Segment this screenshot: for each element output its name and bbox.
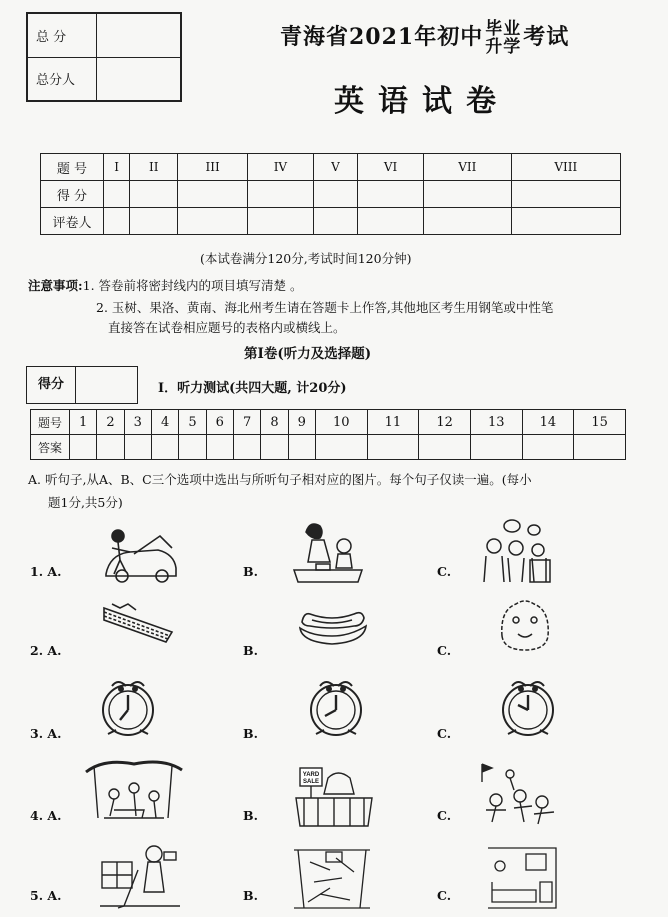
section-score-label: 得分 bbox=[27, 367, 76, 403]
q4-option-b-label: B. bbox=[243, 808, 258, 823]
question-number-cell: 2 bbox=[97, 410, 124, 435]
question-number-cell: 10 bbox=[315, 410, 367, 435]
answer-cell[interactable] bbox=[206, 435, 233, 460]
scorer-cell[interactable] bbox=[511, 208, 620, 235]
answer-cell[interactable] bbox=[315, 435, 367, 460]
answer-cell[interactable] bbox=[233, 435, 260, 460]
people-celebrating-with-lanterns-image[interactable] bbox=[476, 516, 554, 588]
grade-header-cell: 题 号 bbox=[41, 154, 104, 181]
score-row-label: 得 分 bbox=[41, 181, 104, 208]
grade-header-cell: VII bbox=[424, 154, 512, 181]
yard-sale-image[interactable] bbox=[294, 758, 374, 830]
score-cell[interactable] bbox=[358, 181, 424, 208]
answer-row-label: 答案 bbox=[31, 435, 70, 460]
score-cell[interactable] bbox=[313, 181, 357, 208]
yard-sale-sign-text: YARD SALE bbox=[302, 772, 320, 785]
answer-header-label: 题号 bbox=[31, 410, 70, 435]
notes-line1 bbox=[28, 276, 303, 294]
notes-label: 注意事项: bbox=[28, 278, 83, 293]
notes-item1: 1. 答卷前将密封线内的项目填写清楚 。 bbox=[82, 278, 303, 293]
answer-cell[interactable] bbox=[97, 435, 124, 460]
q3-option-b-label: B. bbox=[243, 726, 258, 741]
scorer-label: 总分人 bbox=[27, 57, 97, 101]
mother-and-boy-at-table-image[interactable] bbox=[290, 518, 366, 588]
instruction-line2: 题1分,共5分) bbox=[48, 495, 123, 510]
instruction-line1: A. 听句子,从A、B、C三个选项中选出与所听句子相对应的图片。每个句子仅读一遍。(每小 bbox=[28, 472, 532, 487]
grade-header-cell: IV bbox=[247, 154, 313, 181]
scorer-cell[interactable] bbox=[313, 208, 357, 235]
q1-option-b-label: B. bbox=[243, 564, 258, 579]
title-stack-top: 毕业 bbox=[485, 19, 522, 39]
q2-option-b-label: B. bbox=[243, 643, 258, 658]
q2-option-a-label: 2. A. bbox=[30, 643, 62, 658]
answer-number-row bbox=[31, 410, 626, 435]
score-cell[interactable] bbox=[130, 181, 178, 208]
score-cell[interactable] bbox=[104, 181, 130, 208]
clock-at-7-image[interactable] bbox=[98, 676, 158, 738]
answer-cell[interactable] bbox=[179, 435, 206, 460]
section-score-field[interactable] bbox=[76, 367, 136, 403]
clock-at-8-image[interactable] bbox=[306, 676, 366, 738]
answer-cell[interactable] bbox=[522, 435, 574, 460]
question-number-cell: 6 bbox=[206, 410, 233, 435]
sandwich-image[interactable] bbox=[100, 598, 176, 650]
question-number-cell: 1 bbox=[70, 410, 97, 435]
scorer-cell[interactable] bbox=[130, 208, 178, 235]
question-number-cell: 11 bbox=[367, 410, 419, 435]
part-title: 第Ⅰ卷(听力及选择题) bbox=[244, 346, 372, 362]
question-number-cell: 8 bbox=[261, 410, 288, 435]
notes-item2-line1: 2. 玉树、果洛、黄南、海北州考生请在答题卡上作答,其他地区考生用钢笔或中性笔 bbox=[96, 300, 554, 315]
grade-score-row bbox=[41, 181, 621, 208]
title-prefix: 青海省2021年初中 bbox=[280, 24, 484, 50]
q5-option-c-label: C. bbox=[437, 888, 452, 903]
question-number-cell: 13 bbox=[470, 410, 522, 435]
answer-table bbox=[30, 409, 626, 460]
exam-title bbox=[280, 20, 569, 56]
q3-option-a-label: 3. A. bbox=[30, 726, 62, 741]
answer-cell[interactable] bbox=[419, 435, 471, 460]
q5-option-a-label: 5. A. bbox=[30, 888, 62, 903]
answer-row bbox=[31, 435, 626, 460]
scorer-cell[interactable] bbox=[104, 208, 130, 235]
scorer-cell[interactable] bbox=[358, 208, 424, 235]
question-number-cell: 14 bbox=[522, 410, 574, 435]
scorer-cell[interactable] bbox=[178, 208, 248, 235]
question-number-cell: 9 bbox=[288, 410, 315, 435]
q4-option-c-label: C. bbox=[437, 808, 452, 823]
scorer-field[interactable] bbox=[97, 57, 182, 101]
kids-playing-golf-image[interactable] bbox=[474, 760, 560, 828]
exam-info: (本试卷满分120分,考试时间120分钟) bbox=[200, 251, 412, 266]
title-suffix: 考试 bbox=[523, 24, 570, 50]
q5-option-b-label: B. bbox=[243, 888, 258, 903]
grade-header-cell: III bbox=[178, 154, 248, 181]
scorer-cell[interactable] bbox=[424, 208, 512, 235]
total-score-field[interactable] bbox=[97, 13, 182, 57]
question-number-cell: 5 bbox=[179, 410, 206, 435]
grade-scorer-row bbox=[41, 208, 621, 235]
picnic-scene-image[interactable] bbox=[84, 758, 184, 828]
title-stack-bottom: 升学 bbox=[485, 37, 522, 57]
person-fixing-car-image[interactable] bbox=[100, 524, 180, 584]
score-cell[interactable] bbox=[424, 181, 512, 208]
total-score-label: 总 分 bbox=[27, 13, 97, 57]
messy-street-image[interactable] bbox=[290, 842, 374, 912]
total-score-box bbox=[26, 12, 182, 102]
title-stack bbox=[485, 20, 521, 56]
q4-option-a-label: 4. A. bbox=[30, 808, 62, 823]
question-number-cell: 7 bbox=[233, 410, 260, 435]
grade-header-cell: VIII bbox=[511, 154, 620, 181]
grade-header-cell: V bbox=[313, 154, 357, 181]
answer-cell[interactable] bbox=[470, 435, 522, 460]
grade-table-header-row bbox=[41, 154, 621, 181]
tidy-bedroom-image[interactable] bbox=[486, 842, 558, 912]
q1-option-c-label: C. bbox=[437, 564, 452, 579]
grade-header-cell: VI bbox=[358, 154, 424, 181]
q2-option-c-label: C. bbox=[437, 643, 452, 658]
dumpling-face-image[interactable] bbox=[496, 596, 554, 654]
answer-cell[interactable] bbox=[288, 435, 315, 460]
score-cell[interactable] bbox=[247, 181, 313, 208]
question-number-cell: 3 bbox=[124, 410, 151, 435]
section-score-box bbox=[26, 366, 138, 404]
answer-cell[interactable] bbox=[261, 435, 288, 460]
question-number-cell: 15 bbox=[574, 410, 626, 435]
clock-at-10-image[interactable] bbox=[498, 676, 558, 738]
section-title: I．听力测试(共四大题, 计20分) bbox=[158, 381, 347, 396]
scorer-cell[interactable] bbox=[247, 208, 313, 235]
hot-dog-image[interactable] bbox=[296, 598, 370, 650]
scorer-row-label: 评卷人 bbox=[41, 208, 104, 235]
subject-title: 英语试卷 bbox=[334, 84, 510, 119]
grade-table bbox=[40, 153, 621, 235]
answer-cell[interactable] bbox=[151, 435, 178, 460]
question-number-cell: 4 bbox=[151, 410, 178, 435]
score-cell[interactable] bbox=[511, 181, 620, 208]
q1-option-a-label: 1. A. bbox=[30, 564, 62, 579]
q3-option-c-label: C. bbox=[437, 726, 452, 741]
notes-item2-line2: 直接答在试卷相应题号的表格内或横线上。 bbox=[108, 320, 346, 335]
grade-header-cell: II bbox=[130, 154, 178, 181]
grade-header-cell: I bbox=[104, 154, 130, 181]
answer-cell[interactable] bbox=[124, 435, 151, 460]
answer-cell[interactable] bbox=[367, 435, 419, 460]
answer-cell[interactable] bbox=[574, 435, 626, 460]
answer-cell[interactable] bbox=[70, 435, 97, 460]
girl-cleaning-room-image[interactable] bbox=[98, 840, 182, 910]
score-cell[interactable] bbox=[178, 181, 248, 208]
question-number-cell: 12 bbox=[419, 410, 471, 435]
